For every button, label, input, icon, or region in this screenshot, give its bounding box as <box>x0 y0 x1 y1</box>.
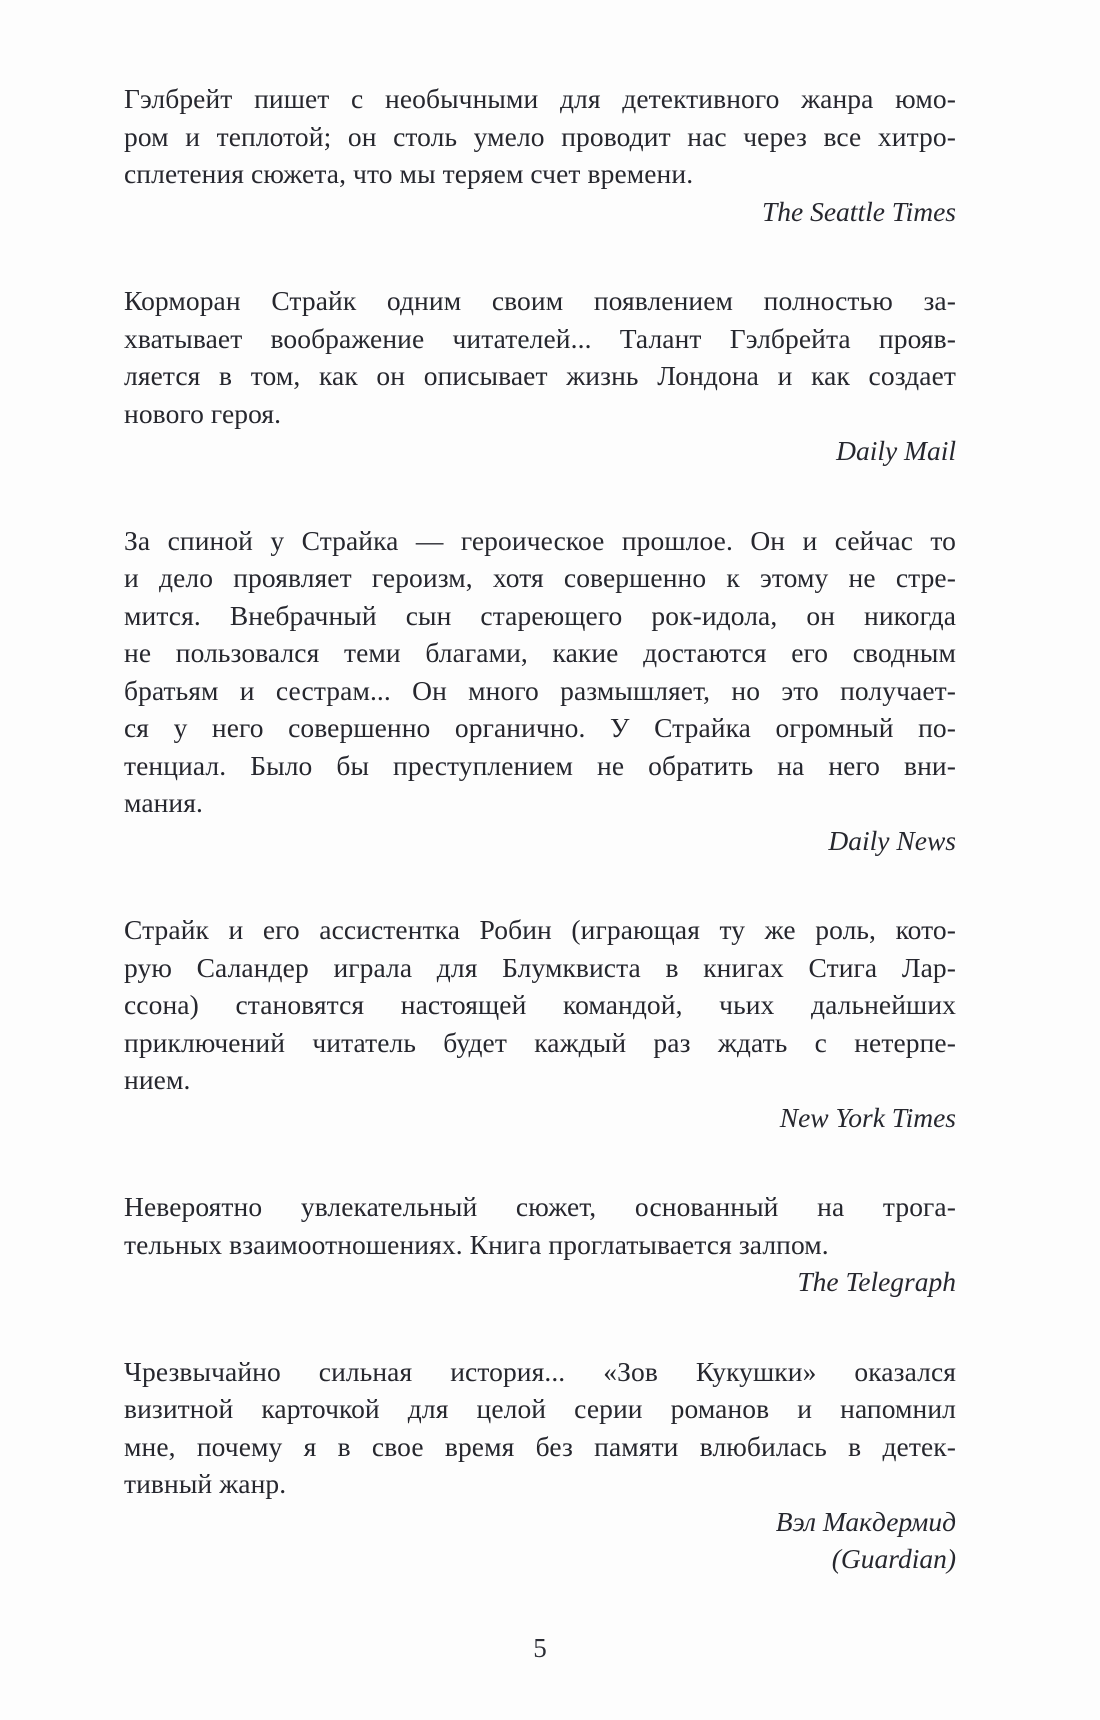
quote-attribution: Daily Mail <box>836 435 956 466</box>
quote-line: тельных взаимоотношениях. Книга проглатывается залпом. <box>124 1228 829 1260</box>
quote-line: мится. Внебрачный сын стареющего рок-идола, он никогда <box>124 599 956 631</box>
quote-line: визитной карточкой для целой серии романов и напомнил <box>124 1393 956 1424</box>
quote-attribution: Daily News <box>828 824 956 856</box>
quote-line: рую Саландер играла для Блумквиста в книгах Стига Лар- <box>124 951 956 983</box>
quote-attribution: The Telegraph <box>797 1266 956 1297</box>
quote-attribution: New York Times <box>779 1101 956 1133</box>
quote-line: и дело проявляет героизм, хотя совершенно к этому не стре- <box>124 562 956 593</box>
quote-line: Чрезвычайно сильная история... «Зов Кукушки» оказался <box>124 1355 956 1387</box>
quote-block <box>124 1188 956 1301</box>
quote-line: ром и теплотой; он столь умело проводит нас через все хитро- <box>124 120 956 152</box>
quote-line: не пользовался теми благами, какие достаются его сводным <box>124 637 956 668</box>
quote-line: Корморан Страйк одним своим появлением полностью за- <box>124 285 956 316</box>
quote-line: ся у него совершенно органично. У Страйка огромный по- <box>124 712 956 743</box>
quote-block <box>124 522 956 860</box>
quote-line: нием. <box>124 1064 191 1095</box>
quote-line: ссона) становятся настоящей командой, чьих дальнейших <box>124 989 956 1020</box>
quote-line: тенциал. Было бы преступлением не обратить на него вни- <box>124 749 956 781</box>
quote-line: нового героя. <box>124 397 282 429</box>
quote-line: За спиной у Страйка — героическое прошлое. Он и сейчас то <box>124 524 956 556</box>
quote-line: Гэлбрейт пишет с необычными для детективного жанра юмо- <box>124 83 956 114</box>
quote-line: сплетения сюжета, что мы теряем счет времени. <box>124 158 694 189</box>
quote-line: Страйк и его ассистентка Робин (играющая ту же роль, кото- <box>124 914 956 945</box>
quote-line: мания. <box>124 787 203 818</box>
quote-line: ляется в том, как он описывает жизнь Лондона и как создает <box>124 360 956 391</box>
quote-block <box>124 911 956 1136</box>
quote-attribution: The Seattle Times <box>761 195 956 227</box>
quotes-container <box>124 80 956 1578</box>
quote-line: хватывает воображение читателей... Талант Гэлбрейта прояв- <box>124 322 956 354</box>
quote-line: Невероятно увлекательный сюжет, основанный на трога- <box>124 1191 956 1222</box>
quote-line: тивный жанр. <box>124 1468 287 1499</box>
quote-line: братьям и сестрам... Он много размышляет, но это получает- <box>124 674 956 706</box>
quote-block <box>124 282 956 470</box>
quote-block <box>124 80 956 230</box>
quote-attribution: (Guardian) <box>831 1543 956 1574</box>
quote-block <box>124 1353 956 1578</box>
quote-attribution: Вэл Макдермид <box>775 1505 956 1537</box>
quote-line: мне, почему я в свое время без памяти влюбилась в детек- <box>124 1430 956 1462</box>
quote-line: приключений читатель будет каждый раз ждать с нетерпе- <box>124 1026 956 1058</box>
page-number: 5 <box>533 1632 547 1663</box>
